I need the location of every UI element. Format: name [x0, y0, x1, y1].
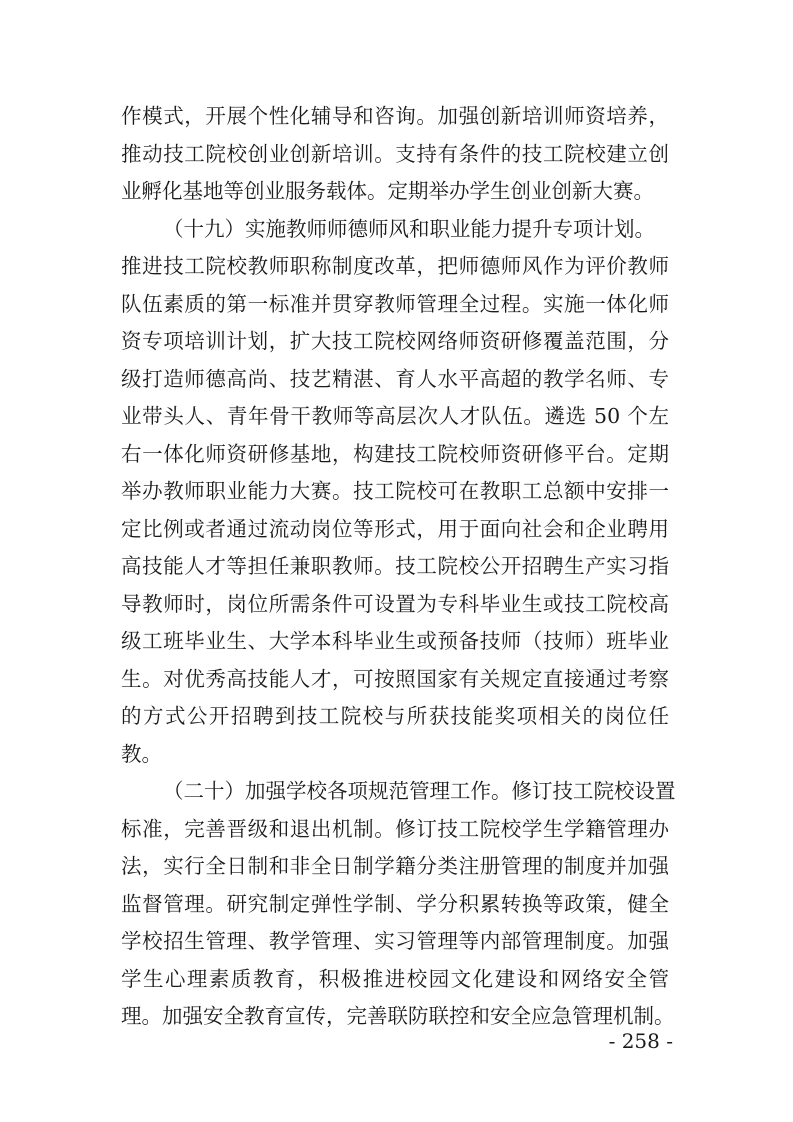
- text-line: 资专项培训计划，扩大技工院校网络师资研修覆盖范围，分: [121, 329, 669, 353]
- text-line: 学生心理素质教育，积极推进校园文化建设和网络安全管: [121, 966, 669, 991]
- text-line: 标准，完善晋级和退出机制。修订技工院校学生学籍管理办: [121, 816, 669, 841]
- text-line: 业带头人、青年骨干教师等高层次人才队伍。遴选 50 个左: [121, 404, 669, 428]
- text-line: 理。加强安全教育宣传，完善联防联控和安全应急管理机制。: [121, 1004, 675, 1028]
- text-line: 业孵化基地等创业服务载体。定期举办学生创业创新大赛。: [121, 179, 654, 203]
- text-line: 级打造师德高尚、技艺精湛、育人水平高超的教学名师、专: [121, 366, 669, 391]
- text-line: 推动技工院校创业创新培训。支持有条件的技工院校建立创: [121, 141, 669, 166]
- text-line: 监督管理。研究制定弹性学制、学分积累转换等政策，健全: [121, 891, 669, 916]
- text-line: 导教师时，岗位所需条件可设置为专科毕业生或技工院校高: [121, 591, 669, 616]
- section-heading-20: （二十）加强学校各项规范管理工作。修订技工院校设置: [163, 779, 676, 803]
- text-line: 教。: [121, 741, 162, 766]
- section-heading-19: （十九）实施教师师德师风和职业能力提升专项计划。: [163, 216, 655, 241]
- text-line: 作模式，开展个性化辅导和咨询。加强创新培训师资培养，: [121, 104, 669, 128]
- text-line: 定比例或者通过流动岗位等形式，用于面向社会和企业聘用: [121, 516, 669, 541]
- text-line: 右一体化师资研修基地，构建技工院校师资研修平台。定期: [121, 441, 669, 466]
- text-line: 法，实行全日制和非全日制学籍分类注册管理的制度并加强: [121, 854, 669, 878]
- text-line: 高技能人才等担任兼职教师。技工院校公开招聘生产实习指: [121, 554, 669, 578]
- text-line: 学校招生管理、教学管理、实习管理等内部管理制度。加强: [121, 929, 669, 953]
- text-line: 推进技工院校教师职称制度改革，把师德师风作为评价教师: [121, 254, 669, 278]
- body-text: [121, 98, 676, 1036]
- text-line: 级工班毕业生、大学本科毕业生或预备技师（技师）班毕业: [121, 629, 669, 653]
- text-line: 生。对优秀高技能人才，可按照国家有关规定直接通过考察: [121, 666, 669, 691]
- text-line: 队伍素质的第一标准并贯穿教师管理全过程。实施一体化师: [121, 291, 669, 316]
- text-line: 的方式公开招聘到技工院校与所获技能奖项相关的岗位任: [121, 704, 669, 728]
- text-line: 举办教师职业能力大赛。技工院校可在教职工总额中安排一: [121, 479, 669, 503]
- page-number: - 258 -: [608, 1029, 673, 1053]
